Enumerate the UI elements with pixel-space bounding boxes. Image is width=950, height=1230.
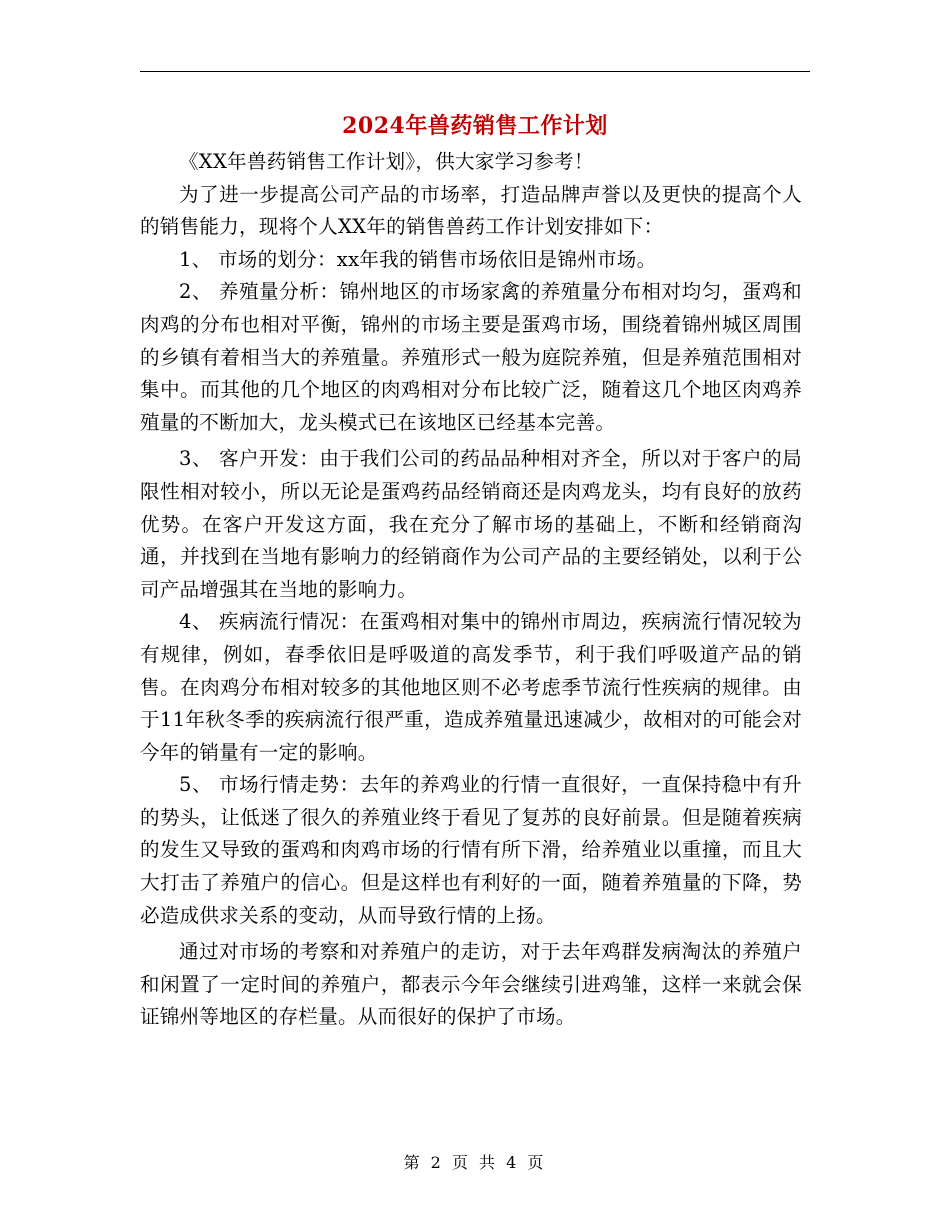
document-title: 2024年兽药销售工作计划 <box>342 113 608 139</box>
paragraph-breeding-analysis: 2、 养殖量分析：锦州地区的市场家禽的养殖量分布相对均匀，蛋鸡和肉鸡的分布也相对平衡，锦州的市场主要是蛋鸡市场，围绕着锦州城区周围的乡镇有着相当大的养殖量。养殖形式一般为庭院养殖，但是养殖范围相对集中。而其他的几个地区的肉鸡相对分布比较广泛，随着这几个地区肉鸡养殖量的不断加大，龙头模式已在该地区已经基本完善。 <box>140 280 802 434</box>
header-rule <box>140 71 810 72</box>
paragraph-purpose: 为了进一步提高公司产品的市场率，打造品牌声誉以及更快的提高个人的销售能力，现将个人XX年的销售兽药工作计划安排如下： <box>140 182 802 239</box>
paragraph-intro: 《XX年兽药销售工作计划》，供大家学习参考！ <box>179 150 594 173</box>
paragraph-market-division: 1、 市场的划分：xx年我的销售市场依旧是锦州市场。 <box>179 247 657 271</box>
paragraph-market-trend: 5、 市场行情走势：去年的养鸡业的行情一直很好，一直保持稳中有升的势头，让低迷了很久的养殖业终于看见了复苏的良好前景。但是随着疾病的发生又导致的蛋鸡和肉鸡市场的行情有所下滑，给养殖业以重撞，而且大大打击了养殖户的信心。但是这样也有利好的一面，随着养殖量的下降，势必造成供求关系的变动，从而导致行情的上扬。 <box>140 773 802 927</box>
paragraph-customer-development: 3、 客户开发：由于我们公司的药品品种相对齐全，所以对于客户的局限性相对较小，所以无论是蛋鸡药品经销商还是肉鸡龙头，均有良好的放药优势。在客户开发这方面，我在充分了解市场的基础上，不断和经销商沟通，并找到在当地有影响力的经销商作为公司产品的主要经销处，以利于公司产品增强其在当地的影响力。 <box>140 447 802 601</box>
document-body <box>140 146 802 1034</box>
page-number: 第 2 页 共 4 页 <box>403 1153 547 1172</box>
paragraph-conclusion: 通过对市场的考察和对养殖户的走访，对于去年鸡群发病淘汰的养殖户和闲置了一定时间的养殖户，都表示今年会继续引进鸡雏，这样一来就会保证锦州等地区的存栏量。从而很好的保护了市场。 <box>140 940 802 1029</box>
paragraph-disease-situation: 4、 疾病流行情况：在蛋鸡相对集中的锦州市周边，疾病流行情况较为有规律，例如，春季依旧是呼吸道的高发季节，利于我们呼吸道产品的销售。在肉鸡分布相对较多的其他地区则不必考虑季节流行性疾病的规律。由于11年秋冬季的疾病流行很严重，造成养殖量迅速减少，故相对的可能会对今年的销量有一定的影响。 <box>140 610 802 764</box>
